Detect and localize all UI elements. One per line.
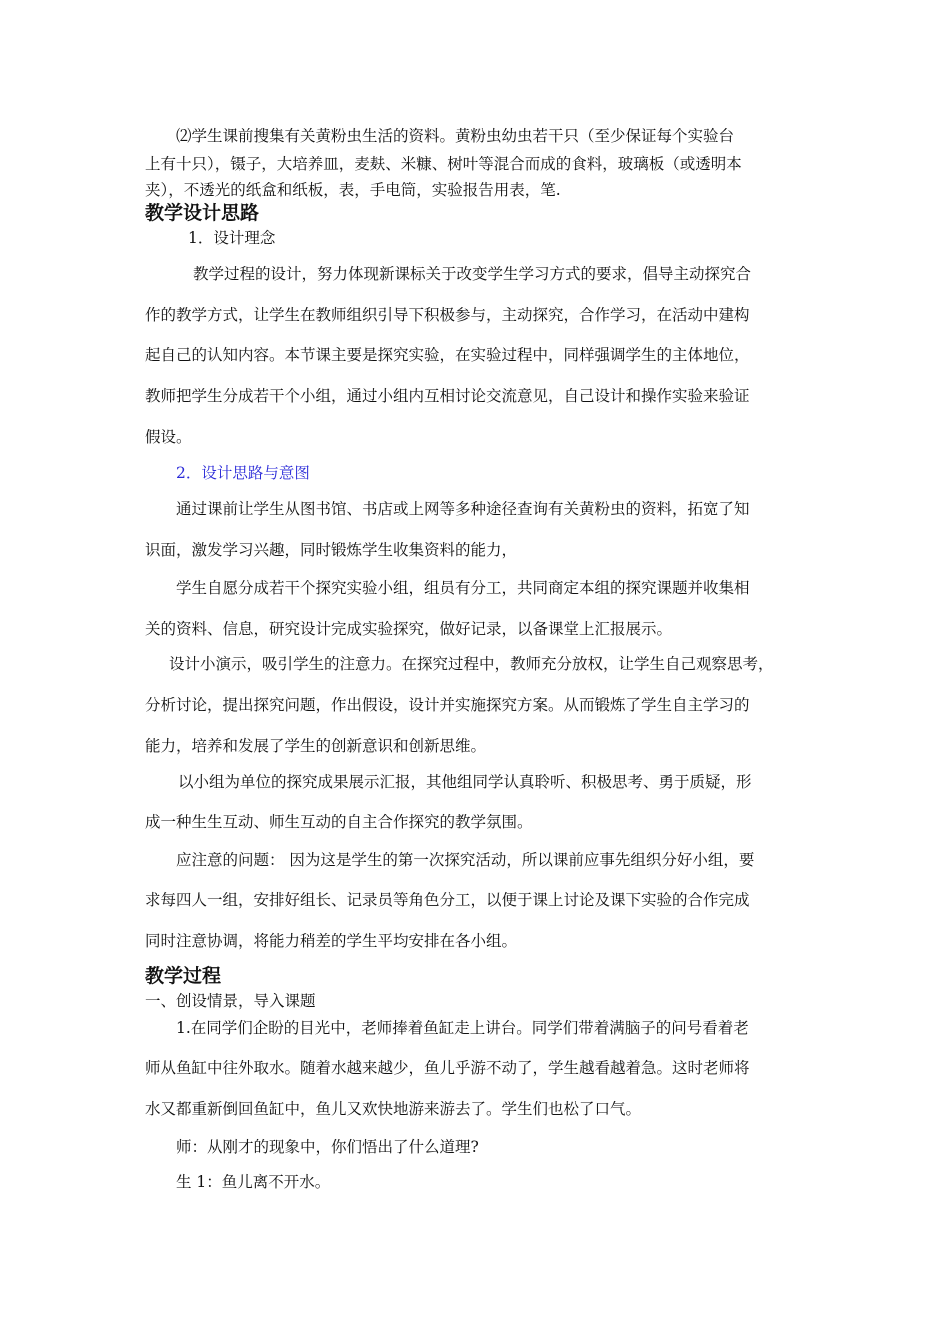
design-heading: 教学设计思路: [145, 202, 260, 224]
design-p1-line-5: 假设。: [145, 428, 192, 446]
design-p3-line-1: 学生自愿分成若干个探究实验小组，组员有分工，共同商定本组的探究课题并收集相: [176, 579, 750, 597]
process-p1-line-2: 师从鱼缸中往外取水。随着水越来越少，鱼儿乎游不动了，学生越看越着急。这时老师将: [145, 1059, 750, 1077]
teacher-question: 师：从刚才的现象中，你们悟出了什么道理?: [176, 1138, 479, 1156]
design-p4-line-1: 设计小演示，吸引学生的注意力。在探究过程中，教师充分放权，让学生自己观察思考，: [169, 655, 774, 673]
design-p4-line-3: 能力，培养和发展了学生的创新意识和创新思维。: [145, 737, 487, 755]
design-p4-line-2: 分析讨论，提出探究问题，作出假设，设计并实施探究方案。从而锻炼了学生自主学习的: [145, 696, 750, 714]
design-p1-line-1: 教学过程的设计，努力体现新课标关于改变学生学习方式的要求，倡导主动探究合: [193, 265, 752, 283]
design-p5-line-2: 成一种生生互动、师生互动的自主合作探究的教学氛围。: [145, 813, 533, 831]
process-p1-line-1: 1.在同学们企盼的目光中，老师捧着鱼缸走上讲台。同学们带着满脑子的问号看着老: [176, 1019, 749, 1037]
design-p6-line-1: 应注意的问题： 因为这是学生的第一次探究活动，所以课前应事先组织分好小组，要: [176, 851, 755, 869]
materials-line-2: 上有十只），镊子，大培养皿，麦麸、米糠、树叶等混合而成的食料，玻璃板（或透明本: [145, 155, 742, 173]
design-p1-line-4: 教师把学生分成若干个小组，通过小组内互相讨论交流意见，自己设计和操作实验来验证: [145, 387, 750, 405]
design-p2-line-2: 识面，激发学习兴趣，同时锻炼学生收集资料的能力，: [145, 541, 518, 559]
design-p5-line-1: 以小组为单位的探究成果展示汇报，其他组同学认真聆听、积极思考、勇于质疑，形: [178, 773, 752, 791]
design-subheading-2: 2．设计思路与意图: [176, 464, 310, 482]
design-p1-line-2: 作的教学方式，让学生在教师组织引导下积极参与，主动探究，合作学习，在活动中建构: [145, 306, 750, 324]
design-p3-line-2: 关的资料、信息，研究设计完成实验探究，做好记录，以备课堂上汇报展示。: [145, 620, 673, 638]
process-p1-line-3: 水又都重新倒回鱼缸中，鱼儿又欢快地游来游去了。学生们也松了口气。: [145, 1100, 642, 1118]
design-p2-line-1: 通过课前让学生从图书馆、书店或上网等多种途径查询有关黄粉虫的资料，拓宽了知: [176, 500, 750, 518]
design-p6-line-2: 求每四人一组，安排好组长、记录员等角色分工，以便于课上讨论及课下实验的合作完成: [145, 891, 750, 909]
design-p6-line-3: 同时注意协调，将能力稍差的学生平均安排在各小组。: [145, 932, 518, 950]
process-subheading-1: 一、创设情景，导入课题: [145, 992, 316, 1010]
materials-line-3: 夹），不透光的纸盒和纸板，表，手电筒，实验报告用表，笔.: [145, 181, 561, 199]
student-answer: 生 1：鱼儿离不开水。: [176, 1173, 331, 1191]
design-p1-line-3: 起自己的认知内容。本节课主要是探究实验，在实验过程中，同样强调学生的主体地位，: [145, 346, 750, 364]
process-heading: 教学过程: [145, 965, 222, 987]
design-subheading-1: 1．设计理念: [188, 229, 276, 247]
materials-line-1: ⑵学生课前搜集有关黄粉虫生活的资料。黄粉虫幼虫若干只（至少保证每个实验台: [176, 127, 735, 145]
